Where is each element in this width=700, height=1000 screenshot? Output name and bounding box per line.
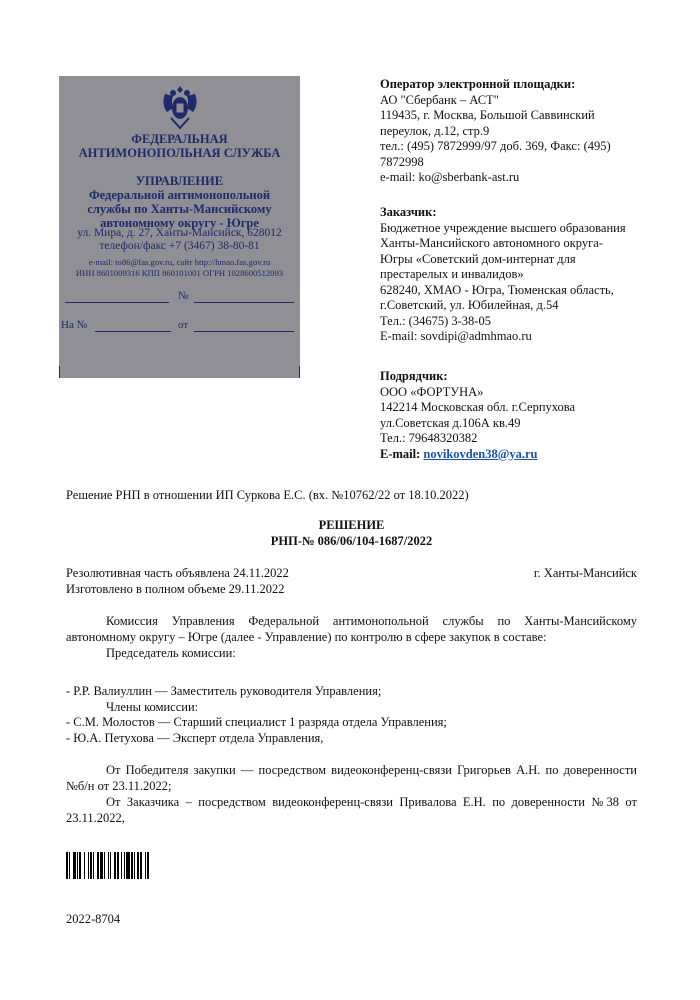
- stamp-address: ул. Мира, д. 27, Ханты-Мансийск, 628012 телефон/факс +7 (3467) 38-80-81: [77, 227, 282, 252]
- members-label: Члены комиссии:: [106, 700, 199, 714]
- chairman-line: - Р.Р. Валиуллин — Заместитель руководителя Управления;: [66, 684, 382, 698]
- operator-email: e-mail: ko@sberbank-ast.ru: [380, 170, 520, 184]
- operator-block: [380, 77, 680, 186]
- stamp-date-line: [65, 302, 169, 303]
- winner-paragraph: От Победителя закупки — посредством видеоконференц-связи Григорьев А.Н. по доверенности №б/н от 23.11.2022;: [66, 763, 637, 793]
- contractor-email-row: [380, 447, 680, 463]
- contractor-email-link[interactable]: novikovden38@ya.ru: [423, 446, 538, 461]
- customer-email: E-mail: sovdipi@admhmao.ru: [380, 329, 532, 343]
- customer-line: Югры «Советский дом-интернат для: [380, 251, 576, 266]
- customer-line: г.Советский, ул. Юбилейная, д.54: [380, 298, 559, 312]
- stamp-ref-line: [95, 331, 171, 332]
- commission-paragraph: Комиссия Управления Федеральной антимонопольной службы по Ханты-Мансийскому автономному округу – Югре (далее - Управление) по контролю в сфере закупок в составе:: [66, 614, 637, 644]
- decision-number: РНП-№ 086/06/104-1687/2022: [270, 534, 433, 548]
- operator-line: АО "Сбербанк – АСТ": [380, 92, 499, 107]
- announced-line: Резолютивная часть объявлена 24.11.2022: [66, 566, 289, 580]
- contractor-email-label: E-mail:: [380, 446, 424, 461]
- stamp-number-label: №: [178, 290, 189, 302]
- stamp-ot-label: от: [178, 319, 189, 331]
- stamp-corner-right: [287, 366, 300, 378]
- operator-line: 7872998: [380, 154, 424, 169]
- operator-line: 119435, г. Москва, Большой Саввинский: [380, 108, 595, 122]
- stamp-contacts: e-mail: to86@fas.gov.ru, сайт http://hmao.fas.gov.ru ИНН 8601009316 КПП 860101001 ОГРН 1028600512093: [75, 257, 284, 278]
- customer-line: 628240, ХМАО - Югра, Тюменская область,: [380, 282, 614, 297]
- document-code: 2022-8704: [66, 912, 121, 926]
- stamp-ref-date-line: [194, 331, 294, 332]
- contractor-line: ул.Советская д.106А кв.49: [380, 415, 521, 430]
- customer-line: Бюджетное учреждение высшего образования: [380, 220, 626, 235]
- barcode-bar: [149, 852, 150, 879]
- barcode: [66, 852, 207, 879]
- made-line: Изготовлено в полном объеме 29.11.2022: [66, 582, 285, 596]
- contractor-line: Тел.: 79648320382: [380, 431, 478, 445]
- contractor-block: [380, 369, 680, 462]
- coat-of-arms-icon: [159, 84, 201, 130]
- chairman-label: Председатель комиссии:: [106, 646, 236, 660]
- letterhead-stamp: [59, 76, 300, 378]
- customer-paragraph: От Заказчика – посредством видеоконференц-связи Привалова Е.Н. по доверенности №38 от 23.11.2022,: [66, 795, 637, 825]
- subject-line: Решение РНП в отношении ИП Суркова Е.С. (вх. №10762/22 от 18.10.2022): [66, 488, 469, 502]
- member-line: - С.М. Молостов — Старший специалист 1 разряда отдела Управления;: [66, 715, 447, 729]
- contractor-line: ООО «ФОРТУНА»: [380, 384, 484, 399]
- operator-heading: Оператор электронной площадки:: [380, 77, 576, 91]
- operator-line: переулок, д.12, стр.9: [380, 123, 490, 138]
- city-line: г. Ханты-Мансийск: [533, 566, 637, 580]
- stamp-org-name: ФЕДЕРАЛЬНАЯ АНТИМОНОПОЛЬНАЯ СЛУЖБА: [78, 132, 281, 160]
- contractor-heading: Подрядчик:: [380, 369, 448, 383]
- customer-line: престарелых и инвалидов»: [380, 267, 524, 281]
- customer-block: [380, 205, 680, 345]
- customer-line: Ханты-Мансийского автономного округа-: [380, 236, 603, 250]
- stamp-number-line: [194, 302, 294, 303]
- operator-line: тел.: (495) 7872999/97 доб. 369, Факс: (495): [380, 139, 611, 153]
- stamp-na-label: На №: [61, 319, 88, 331]
- decision-title: РЕШЕНИЕ: [318, 518, 385, 532]
- contractor-line: 142214 Московская обл. г.Серпухова: [380, 400, 576, 414]
- customer-heading: Заказчик:: [380, 205, 437, 219]
- stamp-corner-left: [59, 366, 72, 378]
- stamp-department: УПРАВЛЕНИЕ Федеральной антимонопольной службы по Ханты-Мансийскому автономному округу - Югре: [87, 174, 272, 230]
- customer-line: Тел.: (34675) 3-38-05: [380, 313, 491, 328]
- member-line: - Ю.А. Петухова — Эксперт отдела Управления,: [66, 731, 324, 745]
